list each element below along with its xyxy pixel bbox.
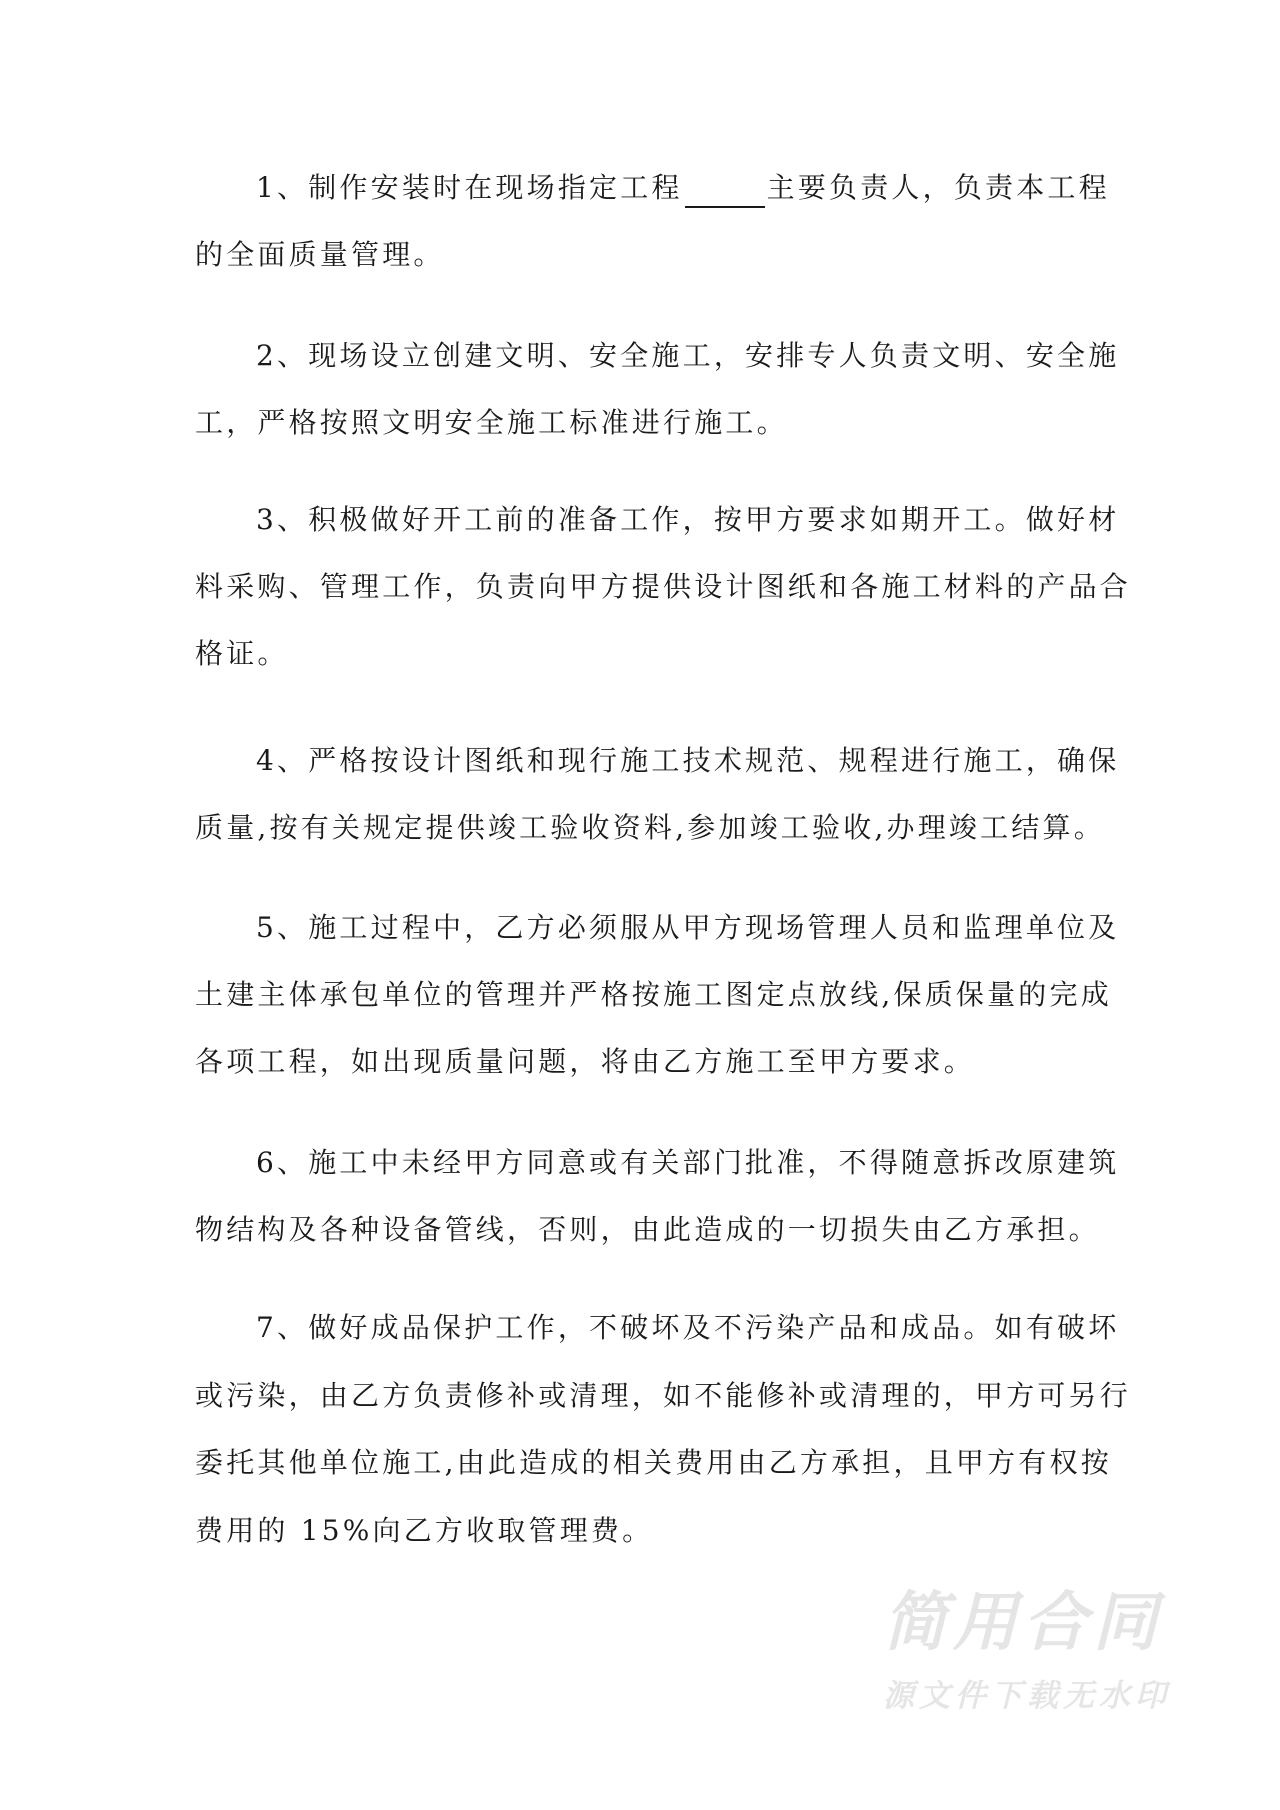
paragraph-7-line-4: 费用的 15%向乙方收取管理费。 bbox=[195, 1514, 654, 1547]
watermark-logo-text: 简用合同 bbox=[883, 1586, 1163, 1660]
watermark-subtitle: 源文件下载无水印 bbox=[883, 1678, 1171, 1714]
paragraph-3-line-1: 3、积极做好开工前的准备工作，按甲方要求如期开工。做好材 bbox=[256, 503, 1120, 536]
paragraph-6-line-1: 6、施工中未经甲方同意或有关部门批准，不得随意拆改原建筑 bbox=[256, 1146, 1120, 1179]
paragraph-5-line-1: 5、施工过程中，乙方必须服从甲方现场管理人员和监理单位及 bbox=[256, 911, 1120, 944]
paragraph-3-line-2: 料采购、管理工作，负责向甲方提供设计图纸和各施工材料的产品合 bbox=[195, 570, 1132, 603]
paragraph-5-line-2: 土建主体承包单位的管理并严格按施工图定点放线,保质保量的完成 bbox=[195, 978, 1112, 1011]
paragraph-1-line-2: 的全面质量管理。 bbox=[195, 238, 445, 271]
paragraph-3-line-3: 格证。 bbox=[195, 637, 289, 670]
paragraph-1-text-before-blank: 1、制作安装时在现场指定工程 bbox=[256, 171, 683, 204]
fill-in-blank-field[interactable] bbox=[685, 176, 765, 208]
paragraph-1-text-after-blank: 主要负责人，负责本工程 bbox=[766, 171, 1110, 204]
paragraph-7-line-2: 或污染，由乙方负责修补或清理，如不能修补或清理的，甲方可另行 bbox=[195, 1379, 1132, 1412]
paragraph-2-line-2: 工，严格按照文明安全施工标准进行施工。 bbox=[195, 406, 788, 439]
paragraph-5-line-3: 各项工程，如出现质量问题，将由乙方施工至甲方要求。 bbox=[195, 1045, 976, 1078]
paragraph-4-line-2: 质量,按有关规定提供竣工验收资料,参加竣工验收,办理竣工结算。 bbox=[195, 811, 1105, 844]
paragraph-4-line-1: 4、严格按设计图纸和现行施工技术规范、规程进行施工，确保 bbox=[256, 744, 1120, 777]
paragraph-6-line-2: 物结构及各种设备管线，否则，由此造成的一切损失由乙方承担。 bbox=[195, 1213, 1100, 1246]
paragraph-1-line-1 bbox=[256, 168, 1156, 208]
paragraph-2-line-1: 2、现场设立创建文明、安全施工，安排专人负责文明、安全施 bbox=[256, 339, 1120, 372]
paragraph-7-line-1: 7、做好成品保护工作，不破坏及不污染产品和成品。如有破坏 bbox=[256, 1311, 1120, 1344]
paragraph-7-line-3: 委托其他单位施工,由此造成的相关费用由乙方承担，且甲方有权按 bbox=[195, 1446, 1112, 1479]
